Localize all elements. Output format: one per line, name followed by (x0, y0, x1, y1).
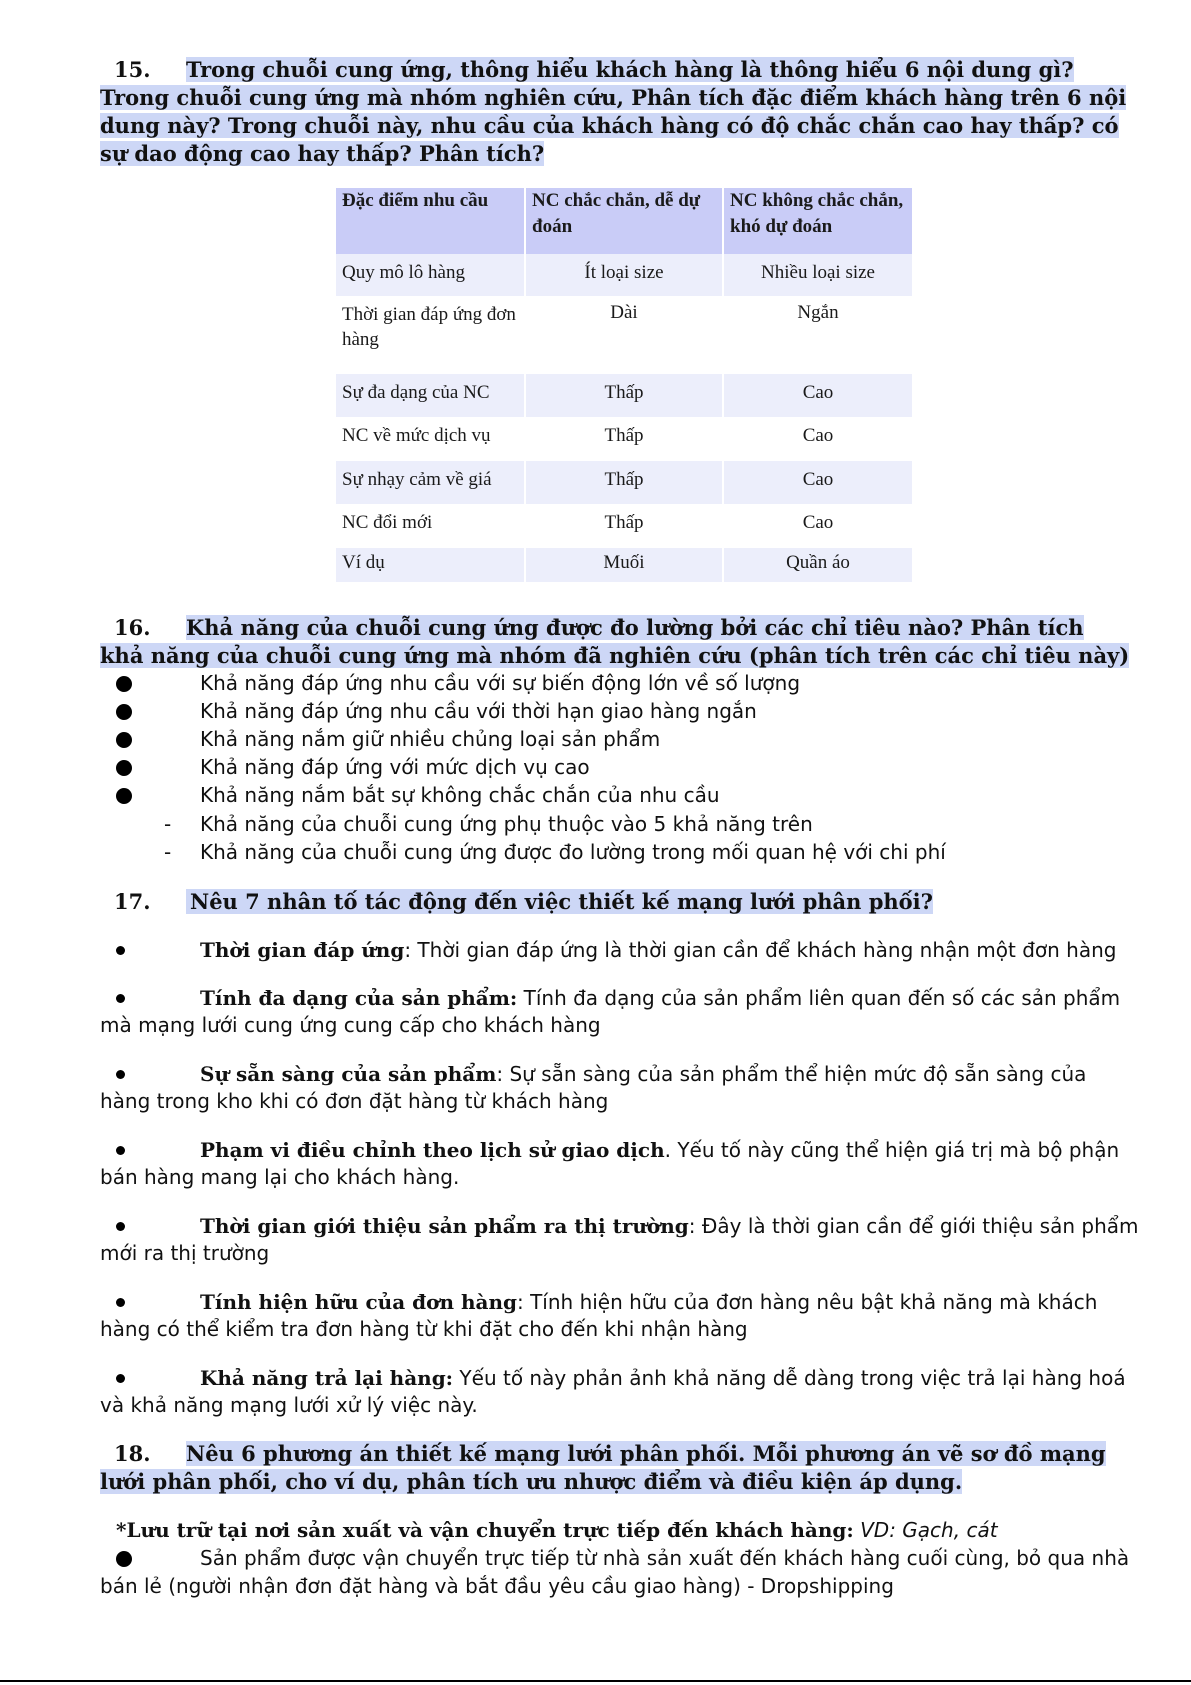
bullet-icon (116, 676, 132, 692)
demand-characteristics-table (336, 188, 912, 582)
bullet-icon (116, 760, 132, 776)
table-cell: Quần áo (723, 548, 912, 582)
factor-item: Khả năng trả lại hàng: Yếu tố này phản ảnh khả năng dễ dàng trong việc trả lại hàng hoá và khả năng mạng lưới xử lý việc này. (100, 1366, 1126, 1417)
table-cell: NC về mức dịch vụ (336, 417, 525, 461)
question-number: 16. (114, 615, 151, 640)
table-cell: Cao (723, 504, 912, 548)
table-cell: Cao (723, 417, 912, 461)
list-item: Khả năng đáp ứng nhu cầu với thời hạn giao hàng ngắn (100, 697, 1140, 725)
bullet-icon (116, 1070, 125, 1079)
table-cell: Muối (525, 548, 723, 582)
question-18 (100, 1440, 1130, 1496)
table-cell: Thấp (525, 374, 723, 417)
bullet-icon (116, 994, 125, 1003)
list-item: Khả năng đáp ứng với mức dịch vụ cao (100, 753, 1140, 781)
question-15 (100, 56, 1130, 168)
dash-icon: - (164, 812, 172, 836)
table-row (336, 461, 912, 504)
table-cell: Thấp (525, 461, 723, 504)
bullet-icon (116, 1551, 132, 1567)
bullet-icon (116, 704, 132, 720)
factor-item: Tính hiện hữu của đơn hàng: Tính hiện hữu của đơn hàng nêu bật khả năng mà khách hàng có thể kiểm tra đơn hàng từ khi đặt cho đến khi nhận hàng (100, 1290, 1098, 1341)
table-header-cell: NC không chắc chắn, khó dự đoán (723, 188, 912, 254)
table-cell: Thấp (525, 504, 723, 548)
list-item: - Khả năng của chuỗi cung ứng phụ thuộc vào 5 khả năng trên (164, 812, 813, 836)
question-number: 15. (114, 57, 151, 82)
question-number: 17. (114, 889, 151, 914)
table-row (336, 296, 912, 374)
question-text: Nêu 6 phương án thiết kế mạng lưới phân phối. Mỗi phương án vẽ sơ đồ mạng lưới phân phối, cho ví dụ, phân tích ưu nhược điểm và điều kiện áp dụng. (100, 1441, 1106, 1494)
table-cell: NC đổi mới (336, 504, 525, 548)
table-cell: Sự nhạy cảm về giá (336, 461, 525, 504)
factor-item: Sự sẵn sàng của sản phẩm: Sự sẵn sàng của sản phẩm thể hiện mức độ sẵn sàng của hàng trong kho khi có đơn đặt hàng từ khách hàng (100, 1062, 1087, 1113)
table-header-cell: Đặc điểm nhu cầu (336, 188, 525, 254)
dash-icon: - (164, 840, 172, 864)
table-cell: Quy mô lô hàng (336, 254, 525, 296)
bullet-icon (116, 732, 132, 748)
table-row (336, 417, 912, 461)
question-number: 18. (114, 1441, 151, 1466)
bullet-icon (116, 1146, 125, 1155)
list-item: - Khả năng của chuỗi cung ứng được đo lường trong mối quan hệ với chi phí (164, 840, 946, 864)
table-cell: Thấp (525, 417, 723, 461)
table-cell: Ví dụ (336, 548, 525, 582)
question-17 (100, 888, 1130, 916)
table-row (336, 374, 912, 417)
factor-item: Tính đa dạng của sản phẩm: Tính đa dạng của sản phẩm liên quan đến số các sản phẩm mà mạng lưới cung ứng cung cấp cho khách hàng (100, 986, 1121, 1037)
table-row (336, 548, 912, 582)
list-item: Khả năng nắm bắt sự không chắc chắn của nhu cầu (100, 781, 1140, 809)
table-cell: Cao (723, 461, 912, 504)
table-cell: Ngắn (723, 296, 912, 374)
table-cell: Sự đa dạng của NC (336, 374, 525, 417)
bullet-icon (116, 1298, 125, 1307)
table-row (336, 254, 912, 296)
table-cell: Ít loại size (525, 254, 723, 296)
factor-item: Thời gian giới thiệu sản phẩm ra thị trường: Đây là thời gian cần để giới thiệu sản phẩm mới ra thị trường (100, 1214, 1139, 1265)
page-bottom-rule (0, 1680, 1191, 1682)
list-item: Khả năng đáp ứng nhu cầu với sự biến động lớn về số lượng (100, 669, 1140, 697)
question-16 (100, 614, 1130, 670)
list-item: Khả năng nắm giữ nhiều chủng loại sản phẩm (100, 725, 1140, 753)
table-cell: Thời gian đáp ứng đơn hàng (336, 296, 525, 374)
bullet-icon (116, 1374, 125, 1383)
table-header-cell: NC chắc chắn, dễ dự đoán (525, 188, 723, 254)
list-item: Sản phẩm được vận chuyển trực tiếp từ nhà sản xuất đến khách hàng cuối cùng, bỏ qua nhà bán lẻ (người nhận đơn đặt hàng và bắt đầu yêu cầu giao hàng) - Dropshipping (100, 1546, 1130, 1598)
bullet-icon (116, 1222, 125, 1231)
table-cell: Cao (723, 374, 912, 417)
question-text: Trong chuỗi cung ứng, thông hiểu khách hàng là thông hiểu 6 nội dung gì? Trong chuỗi cung ứng mà nhóm nghiên cứu, Phân tích đặc điểm khách hàng trên 6 nội dung này? Trong chuỗi này, nhu cầu của khách hàng có độ chắc chắn cao hay thấp? có sự dao động cao hay thấp? Phân tích? (100, 57, 1127, 166)
factor-item: Thời gian đáp ứng: Thời gian đáp ứng là thời gian cần để khách hàng nhận một đơn hàng (100, 937, 1140, 964)
table-cell: Dài (525, 296, 723, 374)
table-cell: Nhiều loại size (723, 254, 912, 296)
table-header-row (336, 188, 912, 254)
question-text: Khả năng của chuỗi cung ứng được đo lường bởi các chỉ tiêu nào? Phân tích khả năng của chuỗi cung ứng mà nhóm đã nghiên cứu (phân tích trên các chỉ tiêu này) (100, 615, 1130, 668)
sub-heading: *Lưu trữ tại nơi sản xuất và vận chuyển trực tiếp đến khách hàng: VD: Gạch, cát (116, 1518, 998, 1542)
table-row (336, 504, 912, 548)
factor-item: Phạm vi điều chỉnh theo lịch sử giao dịch. Yếu tố này cũng thể hiện giá trị mà bộ phận bán hàng mang lại cho khách hàng. (100, 1138, 1120, 1189)
question-text: Nêu 7 nhân tố tác động đến việc thiết kế mạng lưới phân phối? (186, 889, 933, 914)
bullet-icon (116, 788, 132, 804)
bullet-icon (116, 946, 125, 955)
